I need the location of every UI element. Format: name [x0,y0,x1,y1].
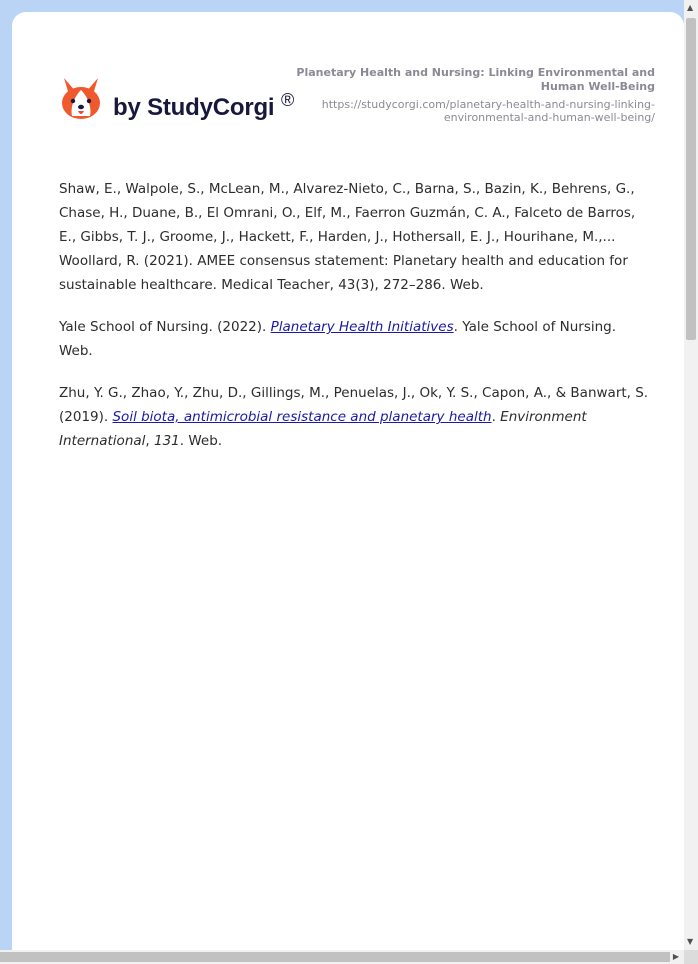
registered-mark: ® [281,90,295,110]
reference-link[interactable]: Planetary Health Initiatives [270,319,454,335]
reference-volume: 131 [154,433,180,449]
reference-journal: Environment International [59,409,587,449]
reference-separator: , [145,433,154,449]
document-page [12,12,684,952]
vertical-scrollbar[interactable] [684,0,698,950]
reference-prefix: Yale School of Nursing. (2022). [59,319,271,335]
reference-item [59,315,651,363]
reference-link[interactable]: Soil biota, antimicrobial resistance and planetary health [112,409,492,425]
reference-list [59,177,651,471]
brand-name[interactable]: by StudyCorgi [113,94,275,121]
reference-prefix: Zhu, Y. G., Zhao, Y., Zhu, D., Gillings, M., Penuelas, J., Ok, Y. S., Capon, A., & Banwart, S. (2019). [59,385,649,425]
document-title: Planetary Health and Nursing: Linking Environmental and Human Well-Being [296,66,655,93]
horizontal-scroll-thumb[interactable] [0,952,670,962]
reference-suffix: . Web. [179,433,223,449]
reference-item [59,177,651,297]
reference-item [59,381,651,453]
arrow-down-icon[interactable]: ▼ [687,937,694,946]
reference-text: Shaw, E., Walpole, S., McLean, M., Alvarez-Nieto, C., Barna, S., Bazin, K., Behrens, G., Chase, H., Duane, B., El Omrani, O., Elf, M., Faerron Guzmán, C. A., Falceto de Barros, E., Gibbs, T. J., Groome, J., Hackett, F., Harden, J., Hothersall, E. J., Hourihane, M.,... Woollard, R. (2021). AMEE consensus statement: Planetary health and education for sustainable healthcare. Medical Teacher, 43(3), 272–286. Web. [59,181,636,293]
page-header [12,12,684,142]
arrow-up-icon[interactable]: ▲ [687,3,694,12]
reference-suffix: . Yale School of Nursing. Web. [59,319,617,359]
scrollbar-corner [684,950,698,964]
reference-separator: . [491,409,501,425]
arrow-right-icon[interactable]: ▶ [672,952,679,961]
vertical-scroll-thumb[interactable] [686,18,696,340]
corgi-logo-icon[interactable] [60,76,102,122]
horizontal-scrollbar[interactable] [0,950,684,964]
document-url[interactable]: https://studycorgi.com/planetary-health-and-nursing-linking-environmental-and-human-well-being/ [321,98,655,124]
